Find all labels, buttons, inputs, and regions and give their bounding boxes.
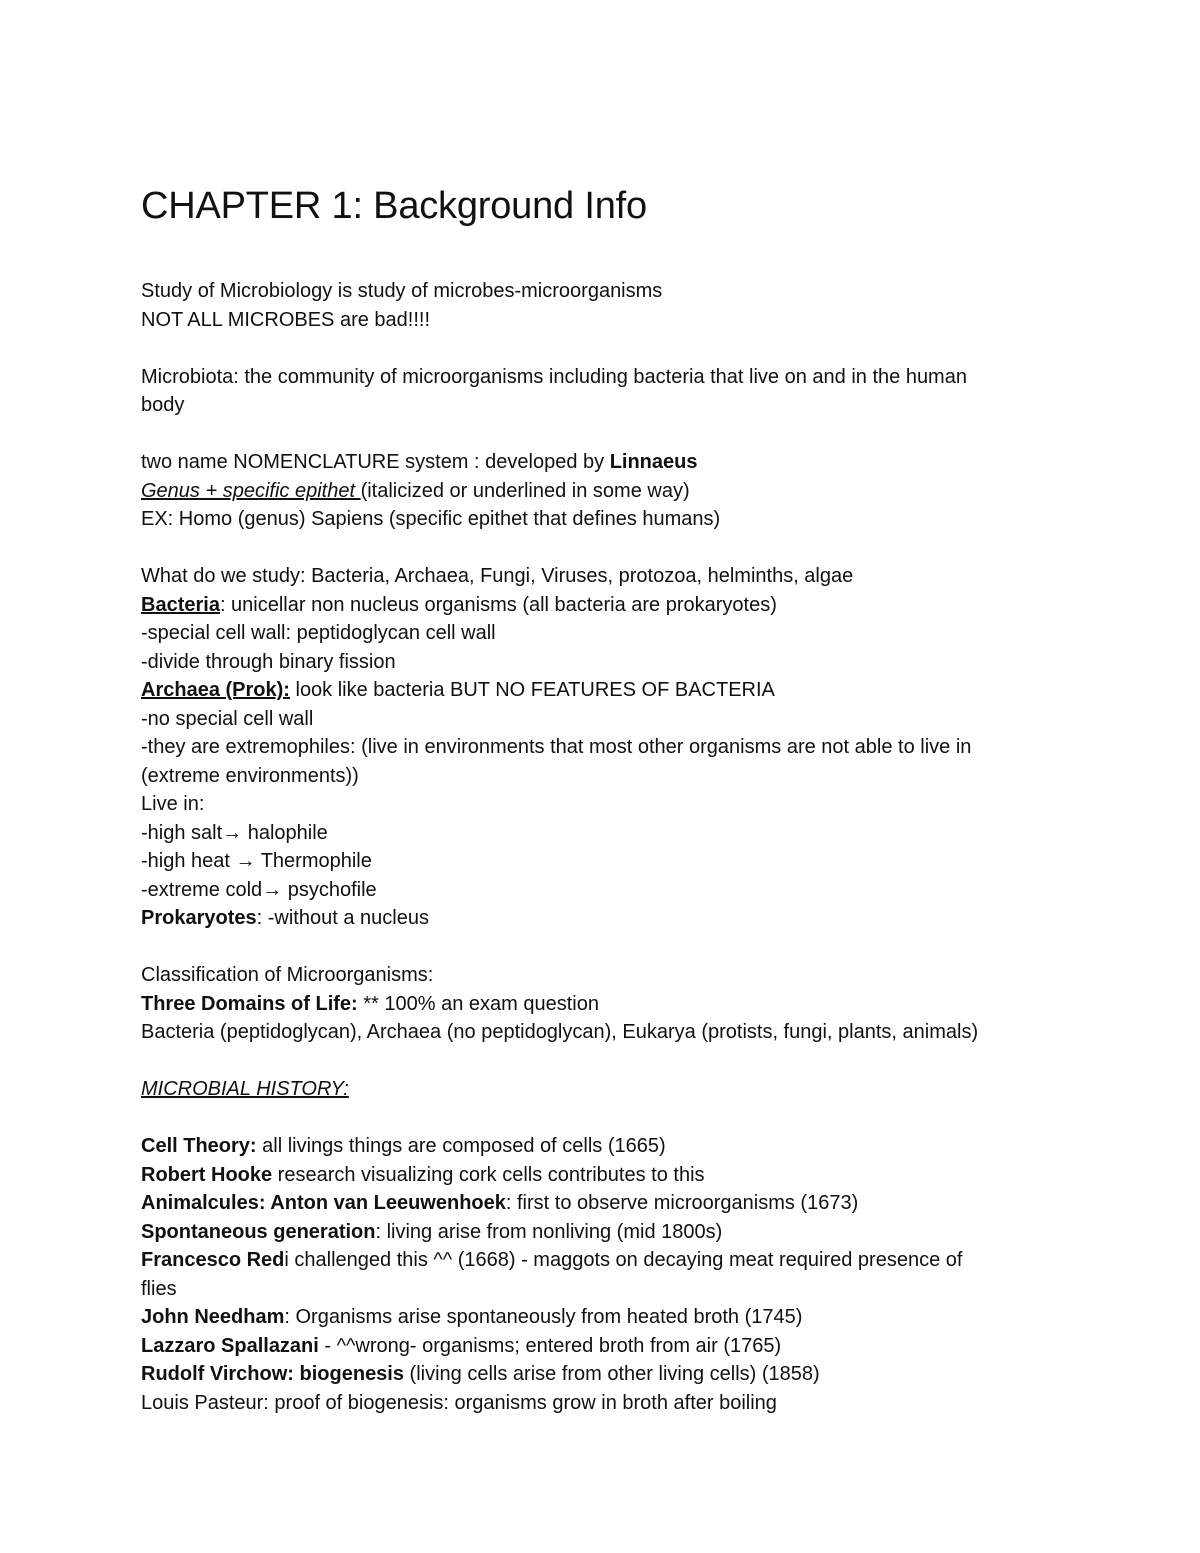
live-in-item-2: -high heat → Thermophile	[141, 850, 372, 872]
cell-theory-term: Cell Theory:	[141, 1135, 257, 1157]
study-intro: What do we study: Bacteria, Archaea, Fungi, Viruses, protozoa, helminths, algae	[141, 565, 854, 587]
example-line: EX: Homo (genus) Sapiens (specific epithet that defines humans)	[141, 508, 721, 530]
animalcules-term: Animalcules: Anton van Leeuwenhoek	[141, 1192, 506, 1214]
animalcules-def: : first to observe microorganisms (1673)	[505, 1192, 859, 1214]
animalcules-line	[141, 1189, 1061, 1218]
virchow-term: Rudolf Virchow: biogenesis	[141, 1363, 404, 1385]
intro-line-1: Study of Microbiology is study of microbes-microorganisms	[141, 280, 663, 302]
spallanzani-term: Lazzaro Spallazani	[141, 1334, 319, 1357]
needham-line	[141, 1303, 1061, 1332]
archaea-point-1: -no special cell wall	[141, 707, 314, 730]
microbiota-line-1: Microbiota: the community of microorganisms including bacteria that live on and in the human	[141, 365, 967, 388]
domains-line	[141, 990, 1061, 1019]
domains-list: Bacteria (peptidoglycan), Archaea (no peptidoglycan), Eukarya (protists, fungi, plants, animals)	[141, 1021, 979, 1043]
redi-continuation: flies	[141, 1277, 177, 1300]
virchow-line	[141, 1360, 1061, 1389]
prokaryotes-term: Prokaryotes	[141, 907, 257, 929]
live-in-item-1: -high salt→ halophile	[141, 821, 328, 844]
redi-line	[141, 1246, 1061, 1275]
nomenclature-text: two name NOMENCLATURE system : developed by	[141, 451, 610, 473]
needham-def: : Organisms arise spontaneously from heated broth (1745)	[284, 1306, 803, 1328]
archaea-point-2: -they are extremophiles: (live in environments that most other organisms are not able to live in	[141, 736, 972, 758]
archaea-point-3: (extreme environments))	[141, 764, 359, 787]
bacteria-term: Bacteria	[141, 593, 220, 616]
linnaeus-term: Linnaeus	[609, 451, 698, 473]
redi-term: Francesco Red	[141, 1249, 285, 1271]
spacer	[141, 933, 1061, 962]
spallanzani-def: - ^^wrong- organisms; entered broth from air (1765)	[318, 1334, 782, 1357]
spontaneous-line	[141, 1218, 1061, 1247]
hooke-def: research visualizing cork cells contributes to this	[272, 1163, 705, 1186]
domains-term: Three Domains of Life:	[141, 992, 358, 1015]
spacer	[141, 1104, 1061, 1133]
cell-theory-def: all livings things are composed of cells (1665)	[256, 1135, 666, 1157]
bacteria-point-2: -divide through binary fission	[141, 650, 396, 673]
pasteur-line: Louis Pasteur: proof of biogenesis: organisms grow in broth after boiling	[141, 1391, 777, 1414]
virchow-def: (living cells arise from other living cells) (1858)	[404, 1363, 820, 1385]
live-in-item-3: -extreme cold→ psychofile	[141, 878, 377, 901]
spacer	[141, 420, 1061, 449]
genus-line	[141, 477, 1061, 506]
history-heading	[141, 1075, 1061, 1104]
redi-def: i challenged this ^^ (1668) - maggots on decaying meat required presence of	[284, 1249, 963, 1271]
domains-note: ** 100% an exam question	[357, 992, 599, 1015]
needham-term: John Needham	[141, 1306, 285, 1328]
hooke-term: Robert Hooke	[141, 1163, 273, 1186]
prokaryotes-line	[141, 904, 1061, 933]
page-title: CHAPTER 1: Background Info	[141, 185, 647, 227]
archaea-definition: look like bacteria BUT NO FEATURES OF BACTERIA	[289, 679, 775, 701]
spallanzani-line	[141, 1332, 1061, 1361]
prokaryotes-definition: : -without a nucleus	[256, 907, 429, 929]
hooke-line	[141, 1161, 1061, 1190]
microbiota-line-2: body	[141, 394, 185, 416]
document-page	[141, 180, 1061, 1417]
genus-epithet-term: Genus + specific epithet	[141, 479, 361, 502]
bacteria-definition: : unicellar non nucleus organisms (all bacteria are prokaryotes)	[219, 593, 777, 616]
nomenclature-line	[141, 448, 1061, 477]
bacteria-line	[141, 591, 1061, 620]
cell-theory-line	[141, 1132, 1061, 1161]
archaea-term: Archaea (Prok):	[141, 679, 290, 701]
archaea-line	[141, 676, 1061, 705]
spacer	[141, 1047, 1061, 1076]
bacteria-point-1: -special cell wall: peptidoglycan cell wall	[141, 622, 496, 644]
live-in-label: Live in:	[141, 793, 205, 815]
spacer	[141, 534, 1061, 563]
spacer	[141, 334, 1061, 363]
classification-heading: Classification of Microorganisms:	[141, 964, 434, 986]
intro-line-2: NOT ALL MICROBES are bad!!!!	[141, 308, 431, 331]
spontaneous-term: Spontaneous generation	[141, 1220, 376, 1243]
history-heading-text: MICROBIAL HISTORY:	[141, 1078, 349, 1100]
spontaneous-def: : living arise from nonliving (mid 1800s)	[375, 1220, 723, 1243]
genus-note: (italicized or underlined in some way)	[360, 479, 690, 502]
